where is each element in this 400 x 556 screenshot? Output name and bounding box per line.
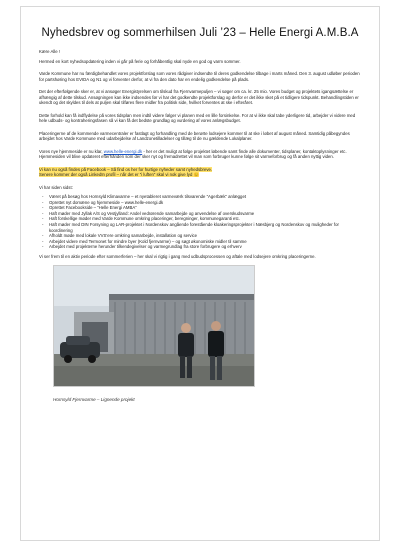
list-item: - Afholdt møde med lokale VVS’ere omkring samarbejde, installation og service [49, 233, 361, 239]
website-link[interactable]: www.helle-energi.dk [103, 148, 143, 154]
closing-paragraph: Vi ser frem til en aktiv periode efter sommerferien – her skal vi rigtig i gang med udbudsprocessen og aftale med lodsejere omkring placeringerne. [39, 253, 316, 259]
since-heading: Vi har siden sidst: [39, 184, 73, 190]
list-item: - Haft møder med Jyllak A/S og Vestjylland: Andel vedrørende samarbejde og anvendelse af overskudsvarme [49, 211, 361, 217]
list-item: - Arbejdet videre med Termonet for mindre byer (Kold fjernvarme) – og søgt økonomiske midler til samme [49, 239, 361, 245]
list-item: - Arbejdet med projekterne herunder tilkendegivelser og varmegrundlag fra store forbrugere og erhverv [49, 244, 361, 250]
list-item: - Haft forskellige møder med Varde Kommune omkring placeringer, beregninger, kommunegaranti etc. [49, 216, 361, 222]
intro-paragraph: Hermed en kort nyhedsopdatering inden vi går på ferie og forhåbentlig skal nyde en god og varm sommer. [39, 58, 241, 64]
facebook-line: Vi kan nu også findes på Facebook – Så find os her for hurtige nyheder samt nyhedsbreve. [39, 166, 213, 172]
list-item: - Oprettet Facebookside – ”Helle Energi AMBA” [49, 205, 361, 211]
list-item: - Haft møder med DIN Forsyning og LAR-projektet i Nordenskov angående forestående kloakeringsprojekter i Næsbjerg og Nordenskov og muligheder for koordinering [49, 222, 361, 233]
list-item: - Været på besøg hos Hornsyld Klimavarme – et nyetableret varmeværk tilsvarende ”Agerbæk” anlægget [49, 194, 361, 200]
website-text-pre: Vores nye hjemmeside er nu klar, [39, 148, 104, 154]
grant-application-paragraph: Det der efterfølgende sker er, at vi ansøger Energistyrelsen om tilskud fra Fjernvarmepuljen – vi søger om ca. kr. 25 mio. Vores budget og projektets igangsættelse er afhængig af dette tilskud. Ansøgningen kan ikke indsendes før vi har det godkendte projektforslag og derfor er det ikke sket på et tidligere tidspunkt. Behandlingstiden er ukendt og det skyldes til dels at puljen skal tilføres flere midler fra politisk side, hvilket forventes at ske i efteråret. [39, 89, 359, 105]
newsletter-title: Nyhedsbrev og sommerhilsen Juli ’23 – Helle Energi A.M.B.A [41, 27, 359, 39]
document-page [20, 6, 380, 541]
linkedin-line: Senere kommer der også LinkedIn profil – når det er ”i luften” skal vi nok give lyd 😊 [39, 172, 199, 177]
list-item: - Oprettet nyt domæne og hjemmeside – www.helle-energi.dk [49, 200, 361, 206]
website-paragraph [39, 149, 361, 160]
project-approval-paragraph: Varde Kommune har nu færdigbehandlet vores projektforslag som vores rådgiver indsendte til deres godkendelse tilbage i marts måned. Den 3. august udløber perioden for partshøring hos EVIDA og N1 og vi forventer derfor, at vi fra den dato har en endelig godkendelse på plads. [39, 71, 360, 82]
timeline-paragraph: Dette forhold kan få indflydelse på vores tidsplan men indtil videre følger vi planen med en lille forsinkelse. For at vi ikke skal tabe yderligere tid, arbejder vi videre med hele udbuds- og kontraheringsfasen så vi kan få det bedste grundlag og vurdering af vores anlægsbudget. [39, 112, 356, 123]
photo-caption: Hornsyld Fjernvarme – Lignende projekt [53, 397, 135, 403]
activity-list [39, 194, 361, 250]
heating-plant-photo [53, 265, 255, 387]
website-text-post: - her er det muligt at følge projektet løbende samt finde alle dokumenter, tidsplaner, kontaktoplysninger etc. Hjemmesiden vil blive opdateret efterhånden som der sker nyt og fremadrettet vil man som forbruger kunne følge sit varmeforbrug og få anden nyttig viden. [39, 148, 347, 159]
heating-central-paragraph: Placeringerne af de kommende varmecentraler er fastlagt og forhandling med de berørte lodsejere kommer til at ske i løbet af august måned. Samtidig påbegyndes arbejdet hos Varde Kommune med udarbejdelse af Landzonetilladelser og tillæg til de nu gældende Lokalplaner. [39, 130, 350, 141]
greeting: Kære Alle ! [39, 49, 61, 54]
facebook-paragraph [39, 167, 361, 178]
